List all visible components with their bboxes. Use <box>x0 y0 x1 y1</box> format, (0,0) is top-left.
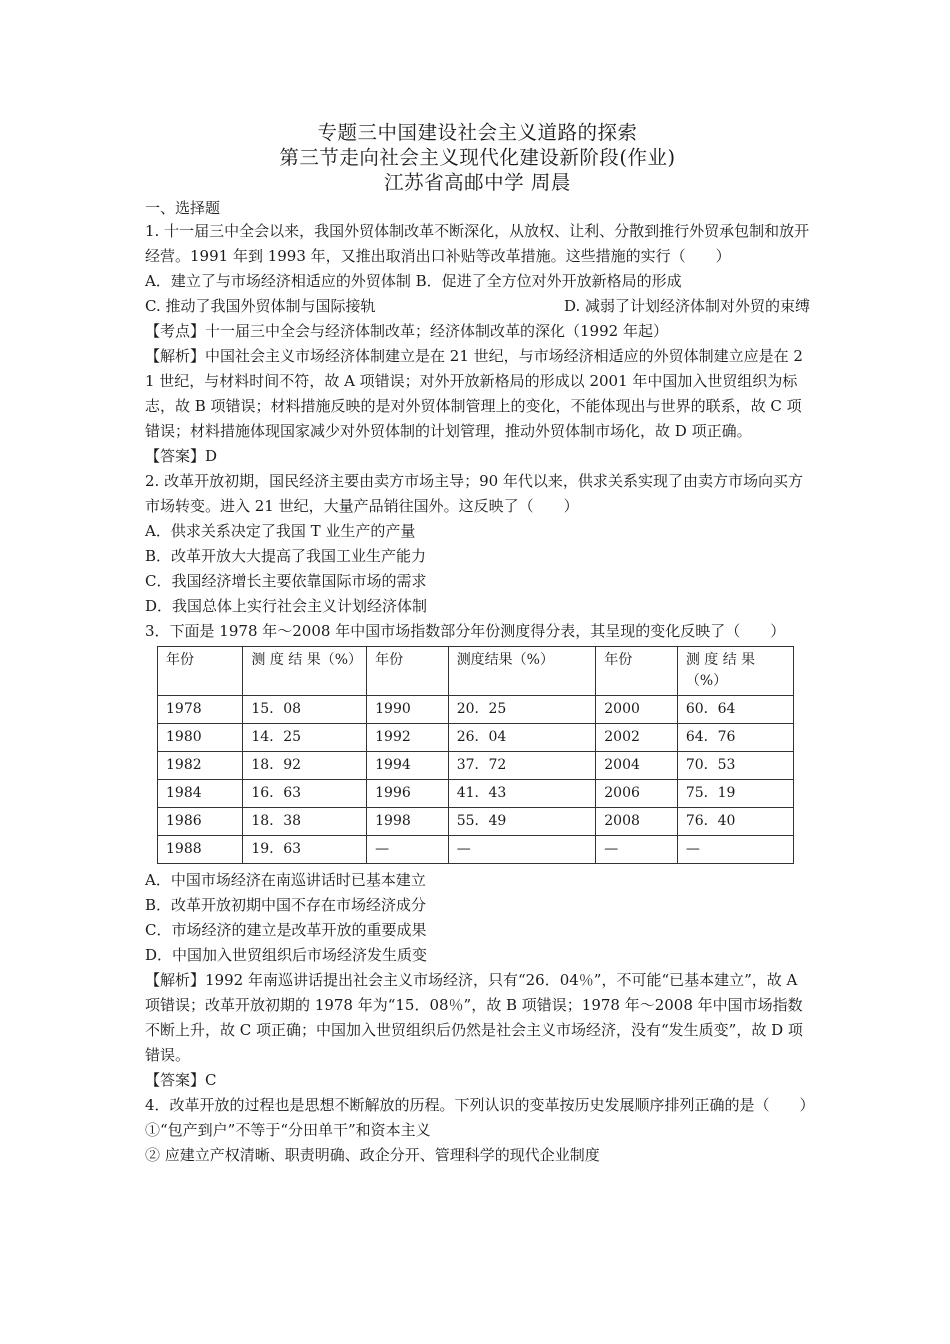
table-cell: 75．19 <box>677 780 793 808</box>
table-row <box>158 808 794 836</box>
q1-option-c: C. 推动了我国外贸体制与国际接轨 <box>145 297 376 315</box>
section-label: 一、选择题 <box>145 199 221 217</box>
table-cell: — <box>367 836 449 864</box>
q3-answer: 【答案】C <box>145 1071 217 1089</box>
q2-option-c: C．我国经济增长主要依靠国际市场的需求 <box>145 572 427 590</box>
table-cell: 1978 <box>158 696 243 724</box>
q4-item-2: ② 应建立产权清晰、职责明确、政企分开、管理科学的现代企业制度 <box>145 1146 600 1164</box>
table-cell: 1998 <box>367 808 449 836</box>
table-cell: 1982 <box>158 752 243 780</box>
q3-option-c: C．市场经济的建立是改革开放的重要成果 <box>145 921 427 939</box>
table-cell: 1994 <box>367 752 449 780</box>
table-cell: 1984 <box>158 780 243 808</box>
table-header-row <box>158 647 794 696</box>
q1-option-d: D. 减弱了计划经济体制对外贸的束缚 <box>563 297 810 315</box>
table-row <box>158 836 794 864</box>
table-cell: 14．25 <box>243 724 367 752</box>
table-cell: 15．08 <box>243 696 367 724</box>
q2-option-b: B．改革开放大大提高了我国工业生产能力 <box>145 547 427 565</box>
table-row <box>158 724 794 752</box>
document-author: 江苏省高邮中学 周晨 <box>384 171 571 194</box>
document-title: 专题三中国建设社会主义道路的探索 <box>317 121 638 144</box>
q3-option-b: B．改革开放初期中国不存在市场经济成分 <box>145 896 427 914</box>
q1-answer: 【答案】D <box>145 447 218 465</box>
table-cell: 19．63 <box>243 836 367 864</box>
table-cell: 20．25 <box>448 696 596 724</box>
q1-kaodian: 【考点】十一届三中全会与经济体制改革；经济体制改革的深化（1992 年起） <box>145 322 668 340</box>
table-cell: 1980 <box>158 724 243 752</box>
table-cell: 37．72 <box>448 752 596 780</box>
table-header-cell: 年份 <box>158 647 243 696</box>
table-row <box>158 780 794 808</box>
table-row <box>158 752 794 780</box>
table-header-cell: 测 度 结 果（%） <box>677 647 793 696</box>
table-header-cell: 年份 <box>596 647 678 696</box>
q4-stem: 4．改革开放的过程也是思想不断解放的历程。下列认识的变革按历史发展顺序排列正确的是（ ） <box>145 1096 815 1114</box>
table-header-cell: 测度结果（%） <box>448 647 596 696</box>
table-cell: 18．38 <box>243 808 367 836</box>
table-cell: 1996 <box>367 780 449 808</box>
table-row <box>158 696 794 724</box>
table-cell: 2008 <box>596 808 678 836</box>
title-block <box>145 120 810 195</box>
table-cell: — <box>677 836 793 864</box>
q3-option-d: D．中国加入世贸组织后市场经济发生质变 <box>145 946 428 964</box>
table-cell: 1986 <box>158 808 243 836</box>
q1-options-ab: A．建立了与市场经济相适应的外贸体制 B．促进了全方位对外开放新格局的形成 <box>145 272 682 290</box>
table-cell: 2002 <box>596 724 678 752</box>
q2-option-d: D．我国总体上实行社会主义计划经济体制 <box>145 597 428 615</box>
table-cell: 1992 <box>367 724 449 752</box>
q2-stem: 2. 改革开放初期，国民经济主要由卖方市场主导；90 年代以来，供求关系实现了由卖方市场向买方市场转变。进入 21 世纪，大量产品销往国外。这反映了（ ） <box>145 472 803 515</box>
q1-options-cd <box>145 294 810 319</box>
table-cell: 2000 <box>596 696 678 724</box>
table-cell: 41．43 <box>448 780 596 808</box>
table-cell: 1988 <box>158 836 243 864</box>
table-header-cell: 年份 <box>367 647 449 696</box>
q3-analysis: 【解析】1992 年南巡讲话提出社会主义市场经济，只有“26．04％”，不可能“已基本建立”，故 A 项错误；改革开放初期的 1978 年为“15．08％”，故 B 项错误；1978 年～2008 年中国市场指数不断上升，故 C 项正确；中国加入世贸组织后仍然是社会主义市场经济，没有“发生质变”，故 D 项错误。 <box>145 971 803 1064</box>
table-cell: 16．63 <box>243 780 367 808</box>
table-cell: 1990 <box>367 696 449 724</box>
q3-stem: 3．下面是 1978 年～2008 年中国市场指数部分年份测度得分表，其呈现的变化反映了（ ） <box>145 622 786 640</box>
q2-option-a: A．供求关系决定了我国 T 业生产的产量 <box>145 522 416 540</box>
table-cell: 2004 <box>596 752 678 780</box>
table-cell: 18．92 <box>243 752 367 780</box>
table-cell: 60．64 <box>677 696 793 724</box>
table-cell: — <box>596 836 678 864</box>
table-cell: 76．40 <box>677 808 793 836</box>
document-page <box>145 120 815 1168</box>
market-index-table <box>157 646 794 864</box>
table-cell: 64．76 <box>677 724 793 752</box>
q4-item-1: ①“包产到户”不等于“分田单干”和资本主义 <box>145 1121 431 1139</box>
q3-option-a: A．中国市场经济在南巡讲话时已基本建立 <box>145 871 426 889</box>
table-cell: — <box>448 836 596 864</box>
q1-analysis: 【解析】中国社会主义市场经济体制建立是在 21 世纪，与市场经济相适应的外贸体制建立应是在 21 世纪，与材料时间不符，故 A 项错误；对外开放新格局的形成以 2001 年中国加入世贸组织为标志，故 B 项错误；材料措施反映的是对外贸体制管理上的变化，不能体现出与世界的联系，故 C 项错误；材料措施体现国家减少对外贸体制的计划管理，推动外贸体制市场化，故 D 项正确。 <box>145 347 803 440</box>
q1-stem: 1. 十一届三中全会以来，我国外贸体制改革不断深化，从放权、让利、分散到推行外贸承包制和放开经营。1991 年到 1993 年，又推出取消出口补贴等改革措施。这些措施的实行（ ） <box>145 222 810 265</box>
table-cell: 2006 <box>596 780 678 808</box>
table-cell: 55．49 <box>448 808 596 836</box>
table-cell: 26．04 <box>448 724 596 752</box>
document-subtitle: 第三节走向社会主义现代化建设新阶段(作业) <box>279 146 676 169</box>
table-header-cell: 测 度 结 果（%） <box>243 647 367 696</box>
table-cell: 70．53 <box>677 752 793 780</box>
